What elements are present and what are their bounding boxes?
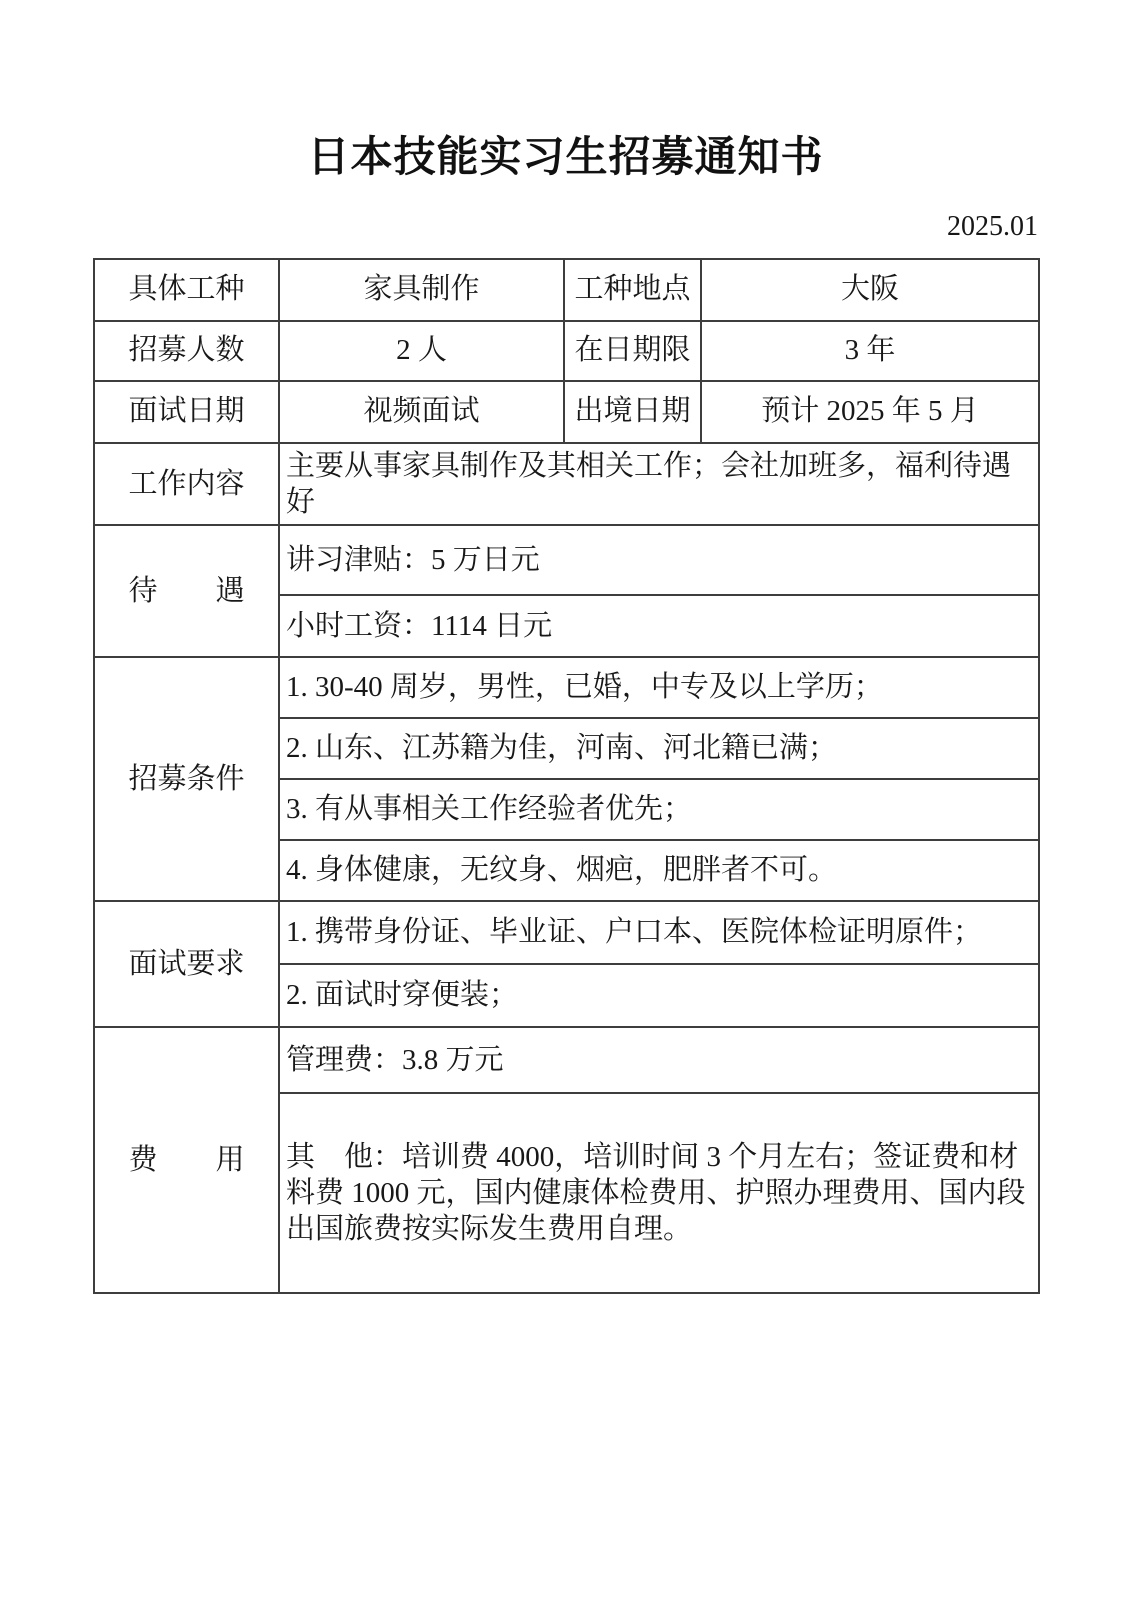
label-work-content: 工作内容 — [94, 443, 279, 526]
value-job-location: 大阪 — [701, 259, 1039, 321]
interview-item: 1. 携带身份证、毕业证、户口本、医院体检证明原件； — [279, 901, 1039, 964]
value-departure-date: 预计 2025 年 5 月 — [701, 381, 1039, 443]
label-treatment: 待 遇 — [94, 525, 279, 657]
issue-date: 2025.01 — [947, 210, 1038, 242]
table-row — [94, 901, 1039, 964]
label-stay-period: 在日期限 — [564, 321, 701, 381]
label-recruit-count: 招募人数 — [94, 321, 279, 381]
table-row — [94, 657, 1039, 718]
treatment-item-allowance: 讲习津贴：5 万日元 — [279, 525, 1039, 595]
table-row — [94, 1027, 1039, 1093]
value-stay-period: 3 年 — [701, 321, 1039, 381]
table-row — [94, 381, 1039, 443]
label-fees: 费 用 — [94, 1027, 279, 1293]
label-interview-requirements: 面试要求 — [94, 901, 279, 1027]
table-row — [94, 321, 1039, 381]
value-recruit-count: 2 人 — [279, 321, 564, 381]
fee-item-management: 管理费：3.8 万元 — [279, 1027, 1039, 1093]
requirement-item: 4. 身体健康，无纹身、烟疤，肥胖者不可。 — [279, 840, 1039, 901]
requirement-item: 3. 有从事相关工作经验者优先； — [279, 779, 1039, 840]
table-row — [94, 525, 1039, 595]
label-departure-date: 出境日期 — [564, 381, 701, 443]
treatment-item-hourly-wage: 小时工资：1114 日元 — [279, 595, 1039, 657]
value-interview-date: 视频面试 — [279, 381, 564, 443]
value-specific-job-type: 家具制作 — [279, 259, 564, 321]
table-row — [94, 259, 1039, 321]
requirement-item: 2. 山东、江苏籍为佳，河南、河北籍已满； — [279, 718, 1039, 779]
requirement-item: 1. 30-40 周岁，男性，已婚，中专及以上学历； — [279, 657, 1039, 718]
document-body — [93, 209, 1038, 1295]
value-work-content: 主要从事家具制作及其相关工作；会社加班多，福利待遇好 — [279, 443, 1039, 526]
recruitment-notice-table — [93, 258, 1040, 1295]
label-interview-date: 面试日期 — [94, 381, 279, 443]
document-title: 日本技能实习生招募通知书 — [307, 135, 824, 181]
interview-item: 2. 面试时穿便装； — [279, 964, 1039, 1027]
fee-item-other: 其 他：培训费 4000，培训时间 3 个月左右；签证费和材料费 1000 元，国内健康体检费用、护照办理费用、国内段出国旅费按实际发生费用自理。 — [279, 1093, 1039, 1293]
label-job-location: 工种地点 — [564, 259, 701, 321]
label-specific-job-type: 具体工种 — [94, 259, 279, 321]
table-row — [94, 443, 1039, 526]
label-recruit-conditions: 招募条件 — [94, 657, 279, 901]
